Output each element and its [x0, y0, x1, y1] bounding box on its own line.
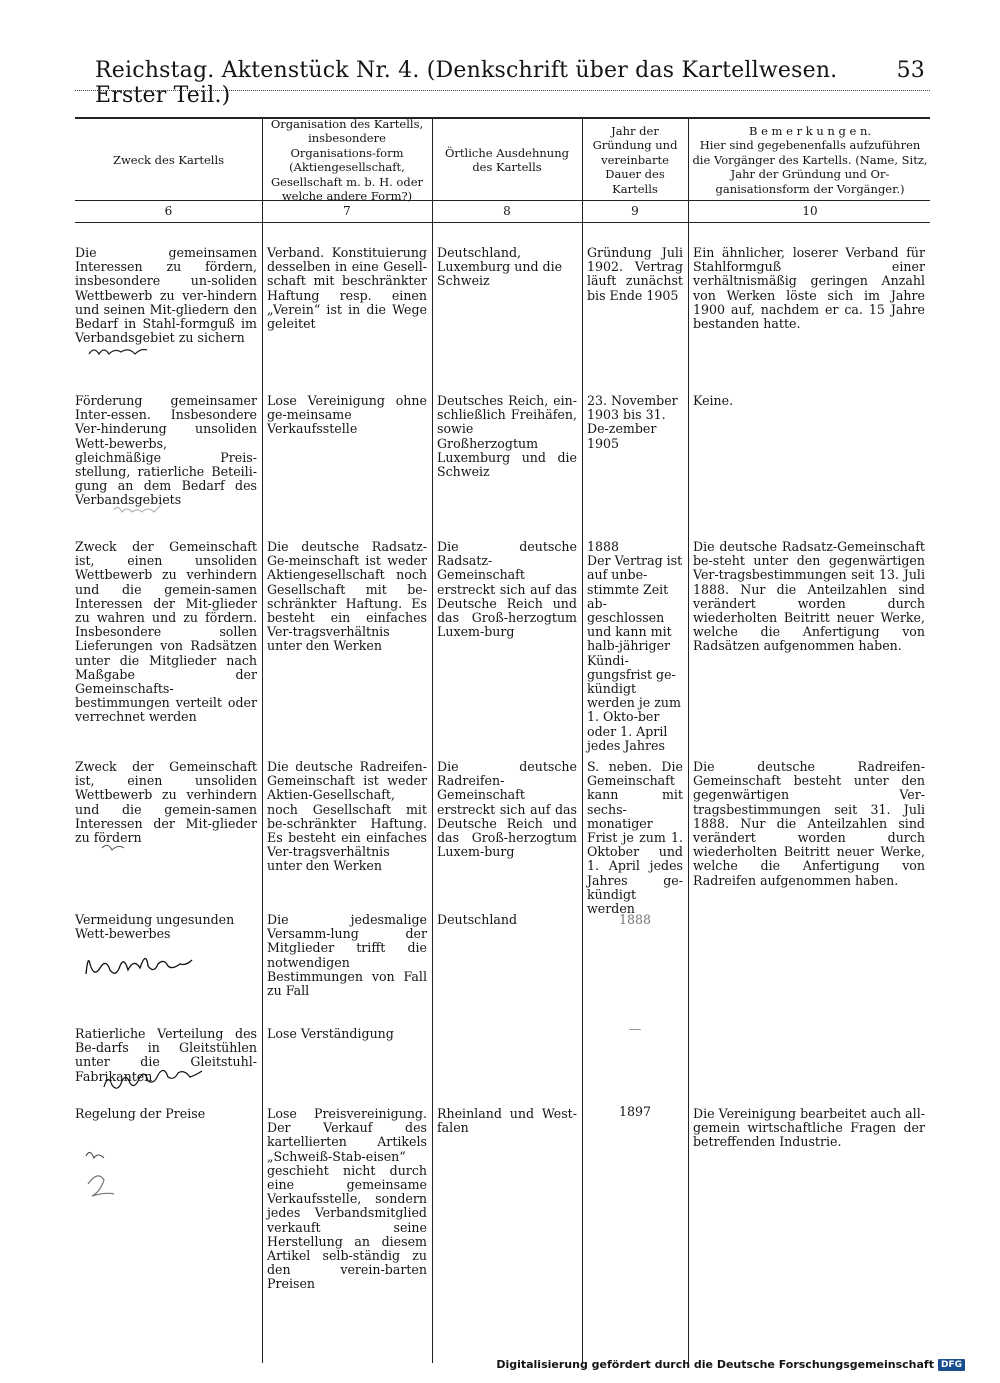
header-organisation: Organisation des Kartells, insbesondere Organisations-form (Aktiengesellschaft, Gesellschaft m. b. H. oder welche andere Form?): [270, 116, 424, 203]
header-zweck: Zweck des Kartells: [112, 152, 225, 167]
cell-zweck: Zweck der Gemeinschaft ist, einen unsoliden Wettbewerb zu verhindern und die gemein-samen Interessen der Mit-glieder zu fördern: [75, 759, 257, 846]
cell-bemerkungen: Die Vereinigung bearbeitet auch all-gemein wirtschaftliche Fragen der betreffenden Industrie.: [693, 1106, 925, 1150]
page-title: Reichstag. Aktenstück Nr. 4. (Denkschrift über das Kartellwesen. Erster Teil.): [95, 58, 838, 108]
page-number: 53: [896, 58, 925, 83]
column-number: 6: [164, 204, 173, 218]
column-number: 7: [343, 204, 351, 218]
cell-jahr: 1888 Der Vertrag ist auf unbe-stimmte Zeit ab-geschlossen und kann mit halb-jähriger Kündi-gungsfrist ge-kündigt werden je zum 1. Okto-ber oder 1. April jedes Jahres: [587, 539, 683, 753]
cell-ausdehnung: Deutschland: [437, 912, 518, 927]
table-top-rule: [75, 117, 930, 119]
cell-jahr: —: [628, 1021, 642, 1036]
header-jahr: Jahr der Gründung und vereinbarte Dauer des Kartells: [592, 123, 678, 196]
cell-zweck: Regelung der Preise: [75, 1106, 206, 1121]
pencil-mark: [110, 498, 180, 518]
pencil-mark: [80, 1140, 130, 1210]
cell-organisation: Lose Verständigung: [267, 1026, 394, 1041]
column-divider: [262, 118, 263, 1363]
cell-bemerkungen: Ein ähnlicher, loserer Verband für Stahlformguß einer verhältnismäßig geringen Anzahl von Werken löste sich im Jahre 1900 auf, nachdem er ca. 15 Jahre bestanden hatte.: [693, 245, 925, 332]
column-divider: [688, 118, 689, 1363]
header-ausdehnung: Örtliche Ausdehnung des Kartells: [445, 145, 569, 174]
header-dotted-rule: [75, 90, 930, 91]
cell-ausdehnung: Rheinland und West-falen: [437, 1106, 577, 1136]
cell-zweck: Die gemeinsamen Interessen zu fördern, insbesondere un-soliden Wettbewerb zu ver-hindern und seinen Mit-gliedern den Bedarf in Stahl-formguß im Verbandsgebiet zu sichern: [75, 245, 257, 346]
cell-zweck: Ratierliche Verteilung des Be-darfs in Gleitstühlen unter die Gleitstuhl-Fabrikanten: [75, 1026, 257, 1084]
pencil-mark: [98, 838, 138, 854]
cell-jahr: Gründung Juli 1902. Vertrag läuft zunächst bis Ende 1905: [587, 245, 683, 303]
header-bemerkungen: B e m e r k u n g e n. Hier sind gegebenenfalls aufzuführen die Vorgänger des Kartells. (Name, Sitz, Jahr der Gründung und Or-ganisationsform der Vorgänger.): [692, 123, 928, 196]
cell-bemerkungen: Die deutsche Radsatz-Gemeinschaft be-steht unter den gegenwärtigen Ver-tragsbestimmungen seit 13. Juli 1888. Nur die Anteilzahlen sind verändert worden durch wiederholten Beitritt neuer Werke, welche die Anfertigung von Radsätzen aufgenommen haben.: [693, 539, 925, 654]
cell-organisation: Die deutsche Radsatz-Ge-meinschaft ist weder Aktiengesellschaft noch Gesellschaft mit be-schränkter Haftung. Es besteht ein einfaches Ver-tragsverhältnis unter den Werken: [267, 539, 427, 654]
pencil-mark: [85, 340, 155, 362]
cell-organisation: Lose Vereinigung ohne ge-meinsame Verkaufsstelle: [267, 393, 427, 437]
cell-ausdehnung: Deutsches Reich, ein-schließlich Freihäfen, sowie Großherzogtum Luxemburg und die Schweiz: [437, 393, 577, 480]
header-bottom-rule: [75, 200, 930, 201]
column-divider: [432, 118, 433, 1363]
cell-zweck: Vermeidung ungesunden Wett-bewerbes: [75, 912, 235, 942]
colnum-bottom-rule: [75, 222, 930, 223]
handwritten-note: [80, 948, 200, 982]
column-number: 10: [802, 204, 818, 218]
cell-jahr: 1888: [618, 912, 652, 927]
cell-organisation: Die jedesmalige Versamm-lung der Mitglieder trifft die notwendigen Bestimmungen von Fall zu Fall: [267, 912, 427, 999]
cell-bemerkungen: Die deutsche Radreifen-Gemeinschaft besteht unter den gegenwärtigen Ver-tragsbestimmungen seit 31. Juli 1888. Nur die Anteilzahlen sind verändert worden durch wiederholten Beitritt neuer Werke, welche die Anfertigung von Radreifen aufgenommen haben.: [693, 759, 925, 888]
cell-organisation: Die deutsche Radreifen-Gemeinschaft ist weder Aktien-Gesellschaft, noch Gesellschaft mit be-schränkter Haftung. Es besteht ein einfaches Ver-tragsverhältnis unter den Werken: [267, 759, 427, 874]
footer-text: Digitalisierung gefördert durch die Deutsche Forschungsgemeinschaft: [496, 1358, 934, 1371]
cell-jahr: 23. November 1903 bis 31. De-zember 1905: [587, 393, 678, 451]
column-number: 9: [631, 204, 639, 218]
dfg-logo: DFG: [938, 1359, 965, 1371]
footer: [496, 1358, 965, 1371]
cell-organisation: Verband. Konstituierung desselben in eine Gesell-schaft mit beschränkter Haftung resp. einen „Verein“ ist in die Wege geleitet: [267, 245, 427, 332]
cell-organisation: Lose Preisvereinigung. Der Verkauf des kartellierten Artikels „Schweiß-Stab-eisen“ geschieht nicht durch eine gemeinsame Verkaufsstelle, sondern jedes Verbandsmitglied verkauft seine Herstellung an diesem Artikel selb-ständig zu den verein-barten Preisen: [267, 1106, 427, 1292]
cell-bemerkungen: Keine.: [693, 393, 734, 408]
column-number: 8: [503, 204, 511, 218]
column-divider: [582, 118, 583, 1363]
cell-zweck: Förderung gemeinsamer Inter-essen. Insbesondere Ver-hinderung unsoliden Wett-bewerbs, gleichmäßige Preis-stellung, ratierliche Beteili-gung an dem Bedarf des Verbandsgebiets: [75, 393, 257, 508]
cell-zweck: Zweck der Gemeinschaft ist, einen unsoliden Wettbewerb zu verhindern und die gemein-samen Interessen der Mit-glieder zu wahren und zu fördern. Insbesondere sollen Lieferungen von Radsätzen unter die Mitglieder nach Maßgabe der Gemeinschafts-bestimmungen verteilt oder verrechnet werden: [75, 539, 257, 725]
cell-jahr: S. neben. Die Gemeinschaft kann mit sechs-monatiger Frist je zum 1. Oktober und 1. April jedes Jahres ge-kündigt werden: [587, 759, 683, 917]
cell-ausdehnung: Deutschland, Luxemburg und die Schweiz: [437, 245, 563, 289]
handwritten-note: [98, 1065, 218, 1095]
page-header: [95, 58, 925, 108]
cell-ausdehnung: Die deutsche Radsatz-Gemeinschaft erstreckt sich auf das Deutsche Reich und das Groß-herzogtum Luxem-burg: [437, 539, 577, 640]
cell-ausdehnung: Die deutsche Radreifen-Gemeinschaft erstreckt sich auf das Deutsche Reich und das Groß-herzogtum Luxem-burg: [437, 759, 577, 860]
cell-jahr: 1897: [618, 1104, 652, 1119]
